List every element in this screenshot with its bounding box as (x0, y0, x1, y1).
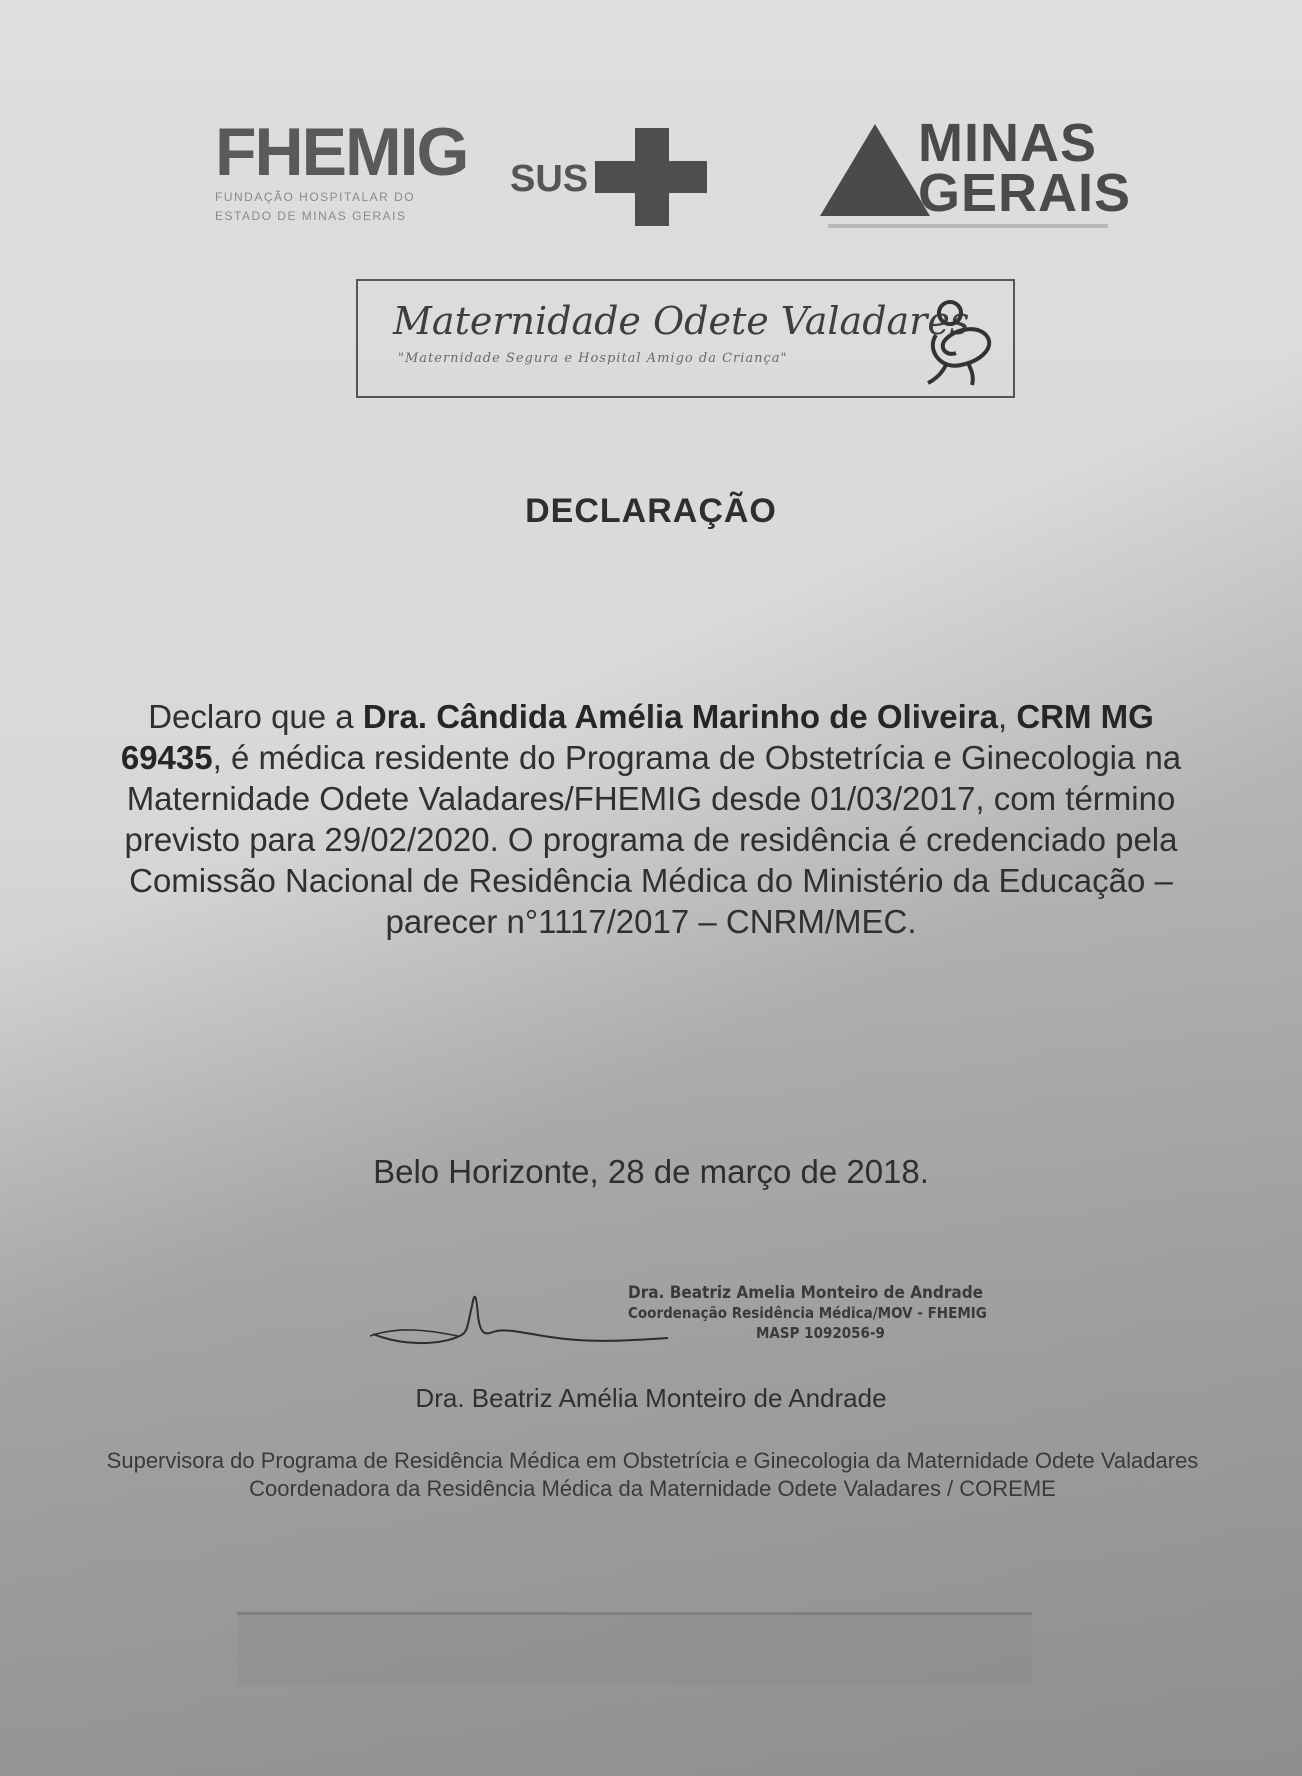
body-intro: Declaro que a (148, 698, 363, 735)
sus-logo (510, 128, 760, 228)
maternity-banner (356, 279, 1015, 398)
minas-gerais-line1: MINAS (918, 113, 1097, 173)
sus-logo-wordmark: SUS (510, 158, 589, 200)
signer-roles (95, 1447, 1210, 1503)
minas-gerais-line2: GERAIS (918, 163, 1132, 223)
fhemig-logo-subtitle-2: ESTADO DE MINAS GERAIS (215, 209, 407, 223)
document-title: DECLARAÇÃO (525, 492, 777, 530)
signer-role-supervisor: Supervisora do Programa de Residência Médica em Obstetrícia e Ginecologia da Maternidade Odete Valadares (106, 1448, 1199, 1473)
minas-gerais-triangle-icon (820, 124, 930, 216)
banner-subtitle: "Maternidade Segura e Hospital Amigo da Criança" (398, 351, 788, 366)
fhemig-logo (215, 114, 468, 224)
fhemig-logo-wordmark: FHEMIG (215, 114, 468, 190)
place-date: Belo Horizonte, 28 de março de 2018. (373, 1153, 929, 1190)
signer-name: Dra. Beatriz Amélia Monteiro de Andrade (415, 1383, 887, 1413)
body-comma: , (997, 698, 1008, 735)
stamp-role: Coordenação Residência Médica/MOV - FHEMIG (628, 1304, 987, 1322)
signer-role-coordinator: Coordenadora da Residência Médica da Maternidade Odete Valadares / COREME (249, 1476, 1056, 1501)
stamp-masp: MASP 1092056-9 (756, 1324, 885, 1342)
declaration-body (110, 696, 1192, 942)
footer-box (237, 1612, 1032, 1685)
banner-title: Maternidade Odete Valadares (393, 299, 970, 343)
sus-cross-bar (595, 161, 707, 193)
fhemig-logo-subtitle-1: FUNDAÇÃO HOSPITALAR DO (215, 190, 416, 204)
minas-gerais-wordmark (918, 113, 1132, 223)
minas-gerais-logo (820, 113, 1132, 238)
minas-gerais-underline (828, 224, 1108, 228)
body-doctor-name: Dra. Cândida Amélia Marinho de Oliveira (362, 698, 998, 735)
body-details: , é médica residente do Programa de Obstetrícia e Ginecologia na Maternidade Odete Valadares/FHEMIG desde 01/03/2017, com término previsto para 29/02/2020. (124, 739, 1182, 858)
body-accreditation: O programa de residência é credenciado pela Comissão Nacional de Residência Médica do Ministério da Educação – parecer n°1117/2017 – CNRM/MEC. (129, 821, 1178, 940)
body-crm: CRM MG 69435 (120, 698, 1154, 776)
mother-child-emblem-icon (916, 295, 1004, 387)
signature-stamp (628, 1283, 1048, 1343)
stamp-name: Dra. Beatriz Amelia Monteiro de Andrade (628, 1283, 984, 1303)
